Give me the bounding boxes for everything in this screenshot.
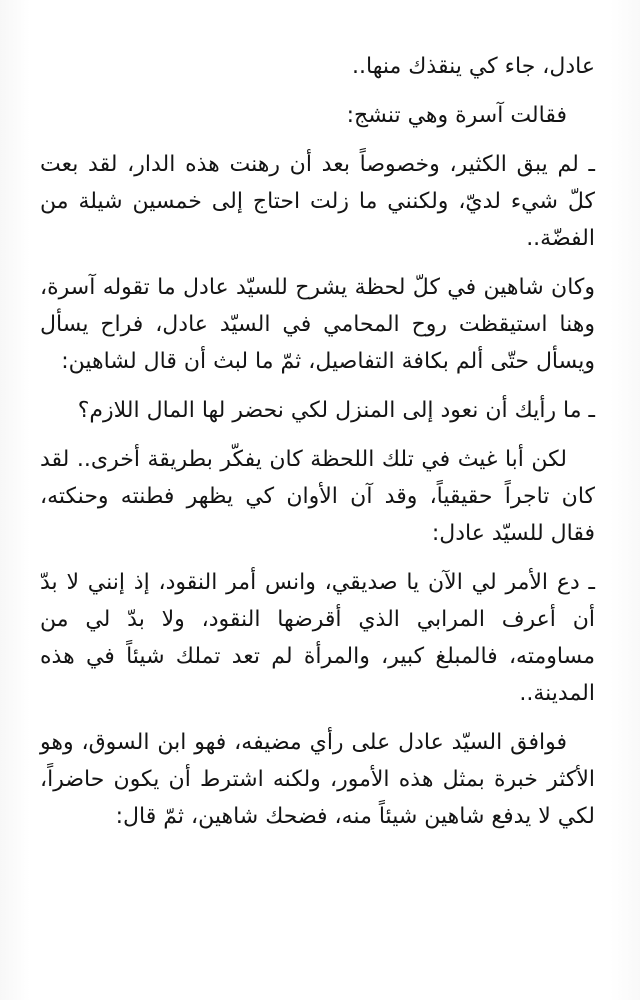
paragraph-5: ـ ما رأيك أن نعود إلى المنزل لكي نحضر لها المال اللازم؟ (77, 398, 595, 423)
paragraph-1: عادل، جاء كي ينقذك منها.. (352, 54, 595, 79)
paragraph-4: وكان شاهين في كلّ لحظة يشرح للسيّد عادل ما تقوله آسرة، وهنا استيقظت روح المحامي في السيّد عادل، فراح يسأل ويسأل حتّى ألم بكافة التفاصيل، ثمّ ما لبث أن قال لشاهين: (40, 275, 595, 374)
paragraph-3: ـ لم يبق الكثير، وخصوصاً بعد أن رهنت هذه الدار، لقد بعت كلّ شيء لديّ، ولكنني ما زلت احتاج إلى خمسين شيلة من الفضّة.. (40, 152, 595, 251)
paragraph-2: فقالت آسرة وهي تنشج: (346, 103, 567, 128)
paragraph-6: لكن أبا غيث في تلك اللحظة كان يفكّر بطريقة أخرى.. لقد كان تاجراً حقيقياً، وقد آن الأوان كي يظهر فطنته وحنكته، فقال للسيّد عادل: (40, 447, 595, 546)
paragraph-8: فوافق السيّد عادل على رأي مضيفه، فهو ابن السوق، وهو الأكثر خبرة بمثل هذه الأمور، ولكنه اشترط أن يكون حاضراً، لكي لا يدفع شاهين شيئاً منه، فضحك شاهين، ثمّ قال: (40, 730, 595, 829)
page-text (40, 48, 595, 847)
paragraph-7: ـ دع الأمر لي الآن يا صديقي، وانس أمر النقود، إذ إنني لا بدّ أن أعرف المرابي الذي أقرضها النقود، ولا بدّ لي من مساومته، فالمبلغ كبير، والمرأة لم تعد تملك شيئاً في هذه المدينة.. (40, 570, 595, 706)
